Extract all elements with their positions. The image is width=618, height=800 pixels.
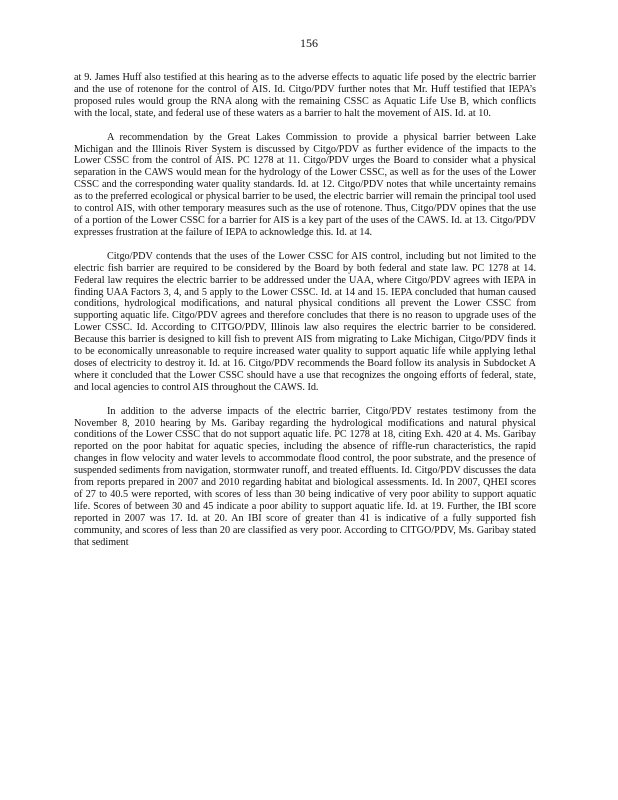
paragraph-ais-control-uses: Citgo/PDV contends that the uses of the Lower CSSC for AIS control, including but not limited to the electric fish barrier are required to be considered by the Board by both federal and state law. PC 1278 at 14. Federal law requires the electric barrier to be addressed under the UAA, where Citgo/PDV agrees with IEPA in finding UAA Factors 3, 4, and 5 apply to the Lower CSSC. Id. at 14 and 15. IEPA concluded that human caused conditions, hydrological modifications, and natural physical conditions all prevent the Lower CSSC from supporting aquatic life. Citgo/PDV agrees and therefore concludes that there is no reason to upgrade uses of the Lower CSSC. Id. According to CITGO/PDV, Illinois law also requires the electric barrier to be considered. Because this barrier is designed to kill fish to prevent AIS from migrating to Lake Michigan, Citgo/PDV finds it to be economically unreasonable to require increased water quality to support aquatic life while applying lethal doses of electricity to destroy it. Id. at 16. Citgo/PDV recommends the Board follow its analysis in Subdocket A where it concluded that the Lower CSSC should have a use that recognizes the ongoing efforts of federal, state, and local agencies to control AIS throughout the CAWS. Id. <box>74 250 536 393</box>
document-body <box>74 72 536 561</box>
paragraph-continuation: at 9. James Huff also testified at this hearing as to the adverse effects to aquatic life posed by the electric barrier and the use of rotenone for the control of AIS. Id. Citgo/PDV further notes that Mr. Huff testified that IEPA’s proposed rules would group the RNA along with the remaining CSSC as Aquatic Life Use B, which conflicts with the local, state, and federal use of these waters as a barrier to halt the movement of AIS. Id. at 10. <box>74 72 536 119</box>
paragraph-hydrological-modifications: In addition to the adverse impacts of the electric barrier, Citgo/PDV restates testimony from the November 8, 2010 hearing by Ms. Garibay regarding the hydrological modifications and natural physical conditions of the Lower CSSC that do not support aquatic life. PC 1278 at 18, citing Exh. 420 at 4. Ms. Garibay reported on the poor habitat for aquatic species, including the absence of riffle-run characteristics, the rapid changes in flow velocity and water levels to accommodate flood control, the poor substrate, and the presence of suspended sediments from navigation, stormwater runoff, and treated effluents. Id. Citgo/PDV discusses the data from reports prepared in 2007 and 2010 regarding habitat and biological assessments. Id. In 2007, QHEI scores of 27 to 40.5 were reported, with scores of less than 30 being indicative of very poor ability to support aquatic life. Scores of between 30 and 45 indicate a poor ability to support aquatic life. Id. at 19. Further, the IBI score reported in 2007 was 17. Id. at 20. An IBI score of greater than 41 is indicative of a fully supported fish community, and scores of less than 20 are classified as very poor. According to CITGO/PDV, Ms. Garibay stated that sediment <box>74 405 536 548</box>
paragraph-great-lakes-commission: A recommendation by the Great Lakes Commission to provide a physical barrier between Lake Michigan and the Illinois River System is discussed by Citgo/PDV as further evidence of the impacts to the Lower CSSC from the control of AIS. PC 1278 at 11. Citgo/PDV urges the Board to consider what a physical separation in the CAWS would mean for the hydrology of the Lower CSSC, as well as for the uses of the Lower CSSC and the corresponding water quality standards. Id. at 12. Citgo/PDV notes that while uncertainty remains as to the preferred ecological or physical barrier to be used, the electric barrier will remain the principal tool used to control AIS, with other temporary measures such as the use of rotenone. Thus, Citgo/PDV opines that the use of a portion of the Lower CSSC for a barrier for AIS is a key part of the uses of the CAWS. Id. at 13. Citgo/PDV expresses frustration at the failure of IEPA to acknowledge this. Id. at 14. <box>74 131 536 238</box>
page-number: 156 <box>300 36 318 50</box>
